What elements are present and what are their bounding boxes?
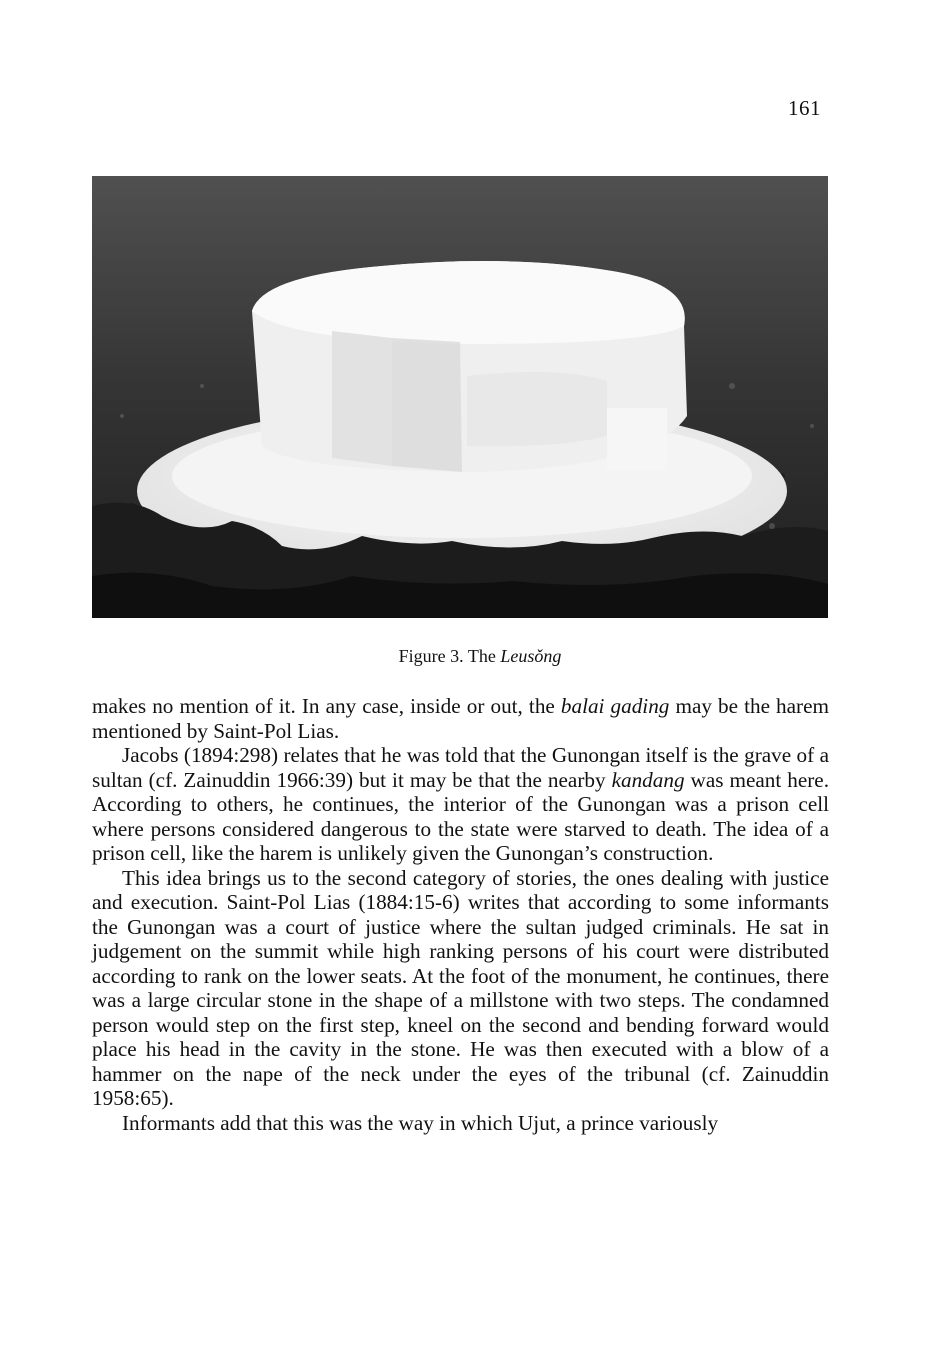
paragraph: Jacobs (1894:298) relates that he was told that the Gunongan itself is the grave of a sultan (cf. Zainuddin 1966:39) but it may be that the nearby kandang was meant here. According to others, he continues, the interior of the Gunongan was a prison cell where persons considered dangerous to the state were starved to death. The idea of a prison cell, like the harem is unlikely given the Gunongan’s construction.	[92, 743, 830, 865]
caption-title: Leusǒng	[500, 646, 562, 666]
leusong-photo-illustration	[92, 176, 828, 618]
paragraph: makes no mention of it. In any case, inside or out, the balai gading may be the harem mentioned by Saint-Pol Lias.	[92, 694, 829, 743]
page-number: 161	[788, 96, 821, 120]
paragraph: This idea brings us to the second category of stories, the ones dealing with justice and execution. Saint-Pol Lias (1884:15-6) writes that according to some informants the Gunongan was a court of justice where the sultan judged criminals. He sat in judgement on the summit while high ranking persons of his court were distributed according to rank on the lower seats. At the foot of the monument, he continues, there was a large circular stone in the shape of a millstone with two steps. The condamned person would step on the first step, kneel on the second and bending forward would place his head in the cavity in the stone. He was then executed with a blow of a hammer on the nape of the neck under the eyes of the tribunal (cf. Zainuddin 1958:65).	[92, 865, 829, 1110]
paragraph: Informants add that this was the way in which Ujut, a prince variously	[122, 1110, 719, 1135]
caption-prefix: Figure 3. The	[398, 646, 501, 666]
figure-caption	[0, 646, 952, 667]
figure-photo	[92, 176, 828, 618]
body-text	[92, 694, 829, 1135]
